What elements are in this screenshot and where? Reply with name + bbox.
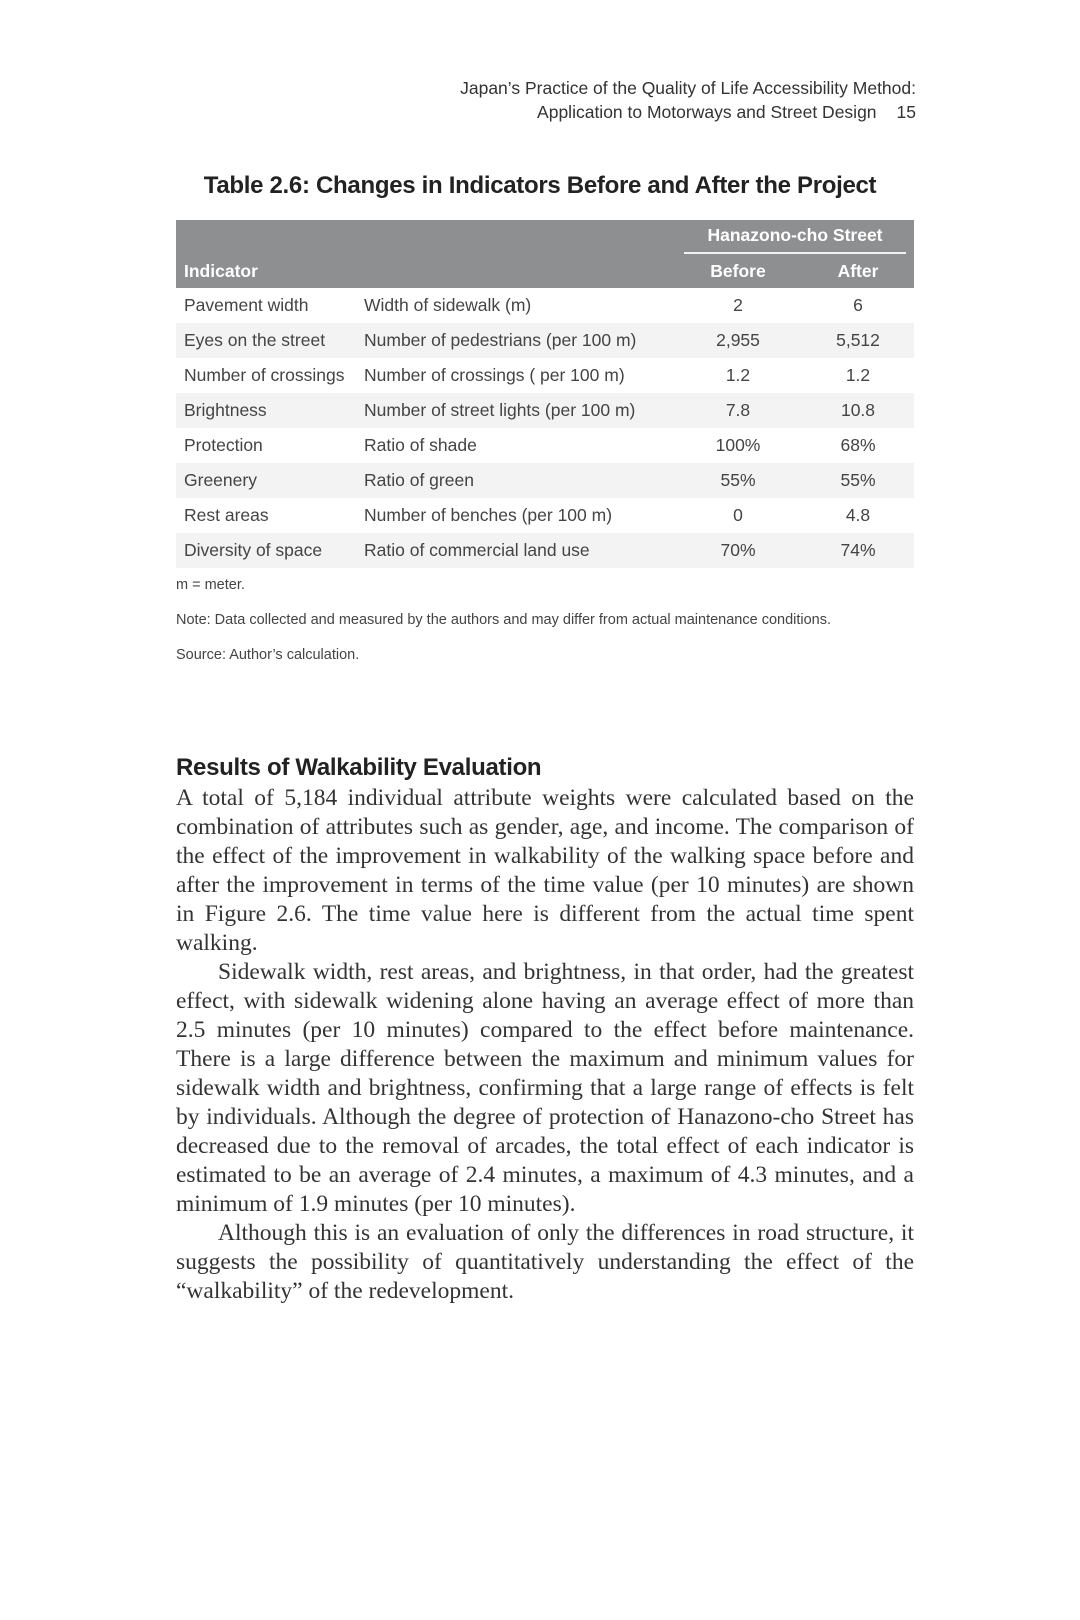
cell-measure: Number of benches (per 100 m): [364, 505, 613, 525]
source-note: Source: Author’s calculation.: [176, 647, 360, 663]
cell-after: 55%: [802, 463, 914, 498]
cell-after: 4.8: [845, 505, 871, 525]
table-row: [176, 498, 914, 533]
cell-indicator: Rest areas: [184, 505, 269, 525]
cell-measure: Number of street lights (per 100 m): [364, 393, 674, 428]
cell-after: 10.8: [802, 393, 914, 428]
cell-after: 68%: [840, 435, 876, 455]
cell-measure: Ratio of shade: [364, 435, 477, 455]
cell-measure: Number of crossings ( per 100 m): [364, 365, 625, 385]
header-after: After: [802, 254, 914, 288]
results-section: [176, 752, 914, 1306]
body-paragraph: A total of 5,184 individual attribute weights were calculated based on the combination of attributes such as gender, age, and income. The comparison of the effect of the improvement in walkability of the walking space before and after the improvement in terms of the time value (per 10 minutes) are shown in Figure 2.6. The time value here is different from the actual time spent walking.: [176, 785, 914, 956]
indicators-table: [176, 220, 914, 568]
header-spacer: [176, 220, 674, 254]
header-group-hanazono: Hanazono-cho Street: [674, 220, 914, 254]
table-notes: [176, 576, 831, 681]
cell-after: 6: [853, 295, 863, 315]
table-row: [176, 428, 914, 463]
cell-indicator: Protection: [184, 435, 263, 455]
table-row: [176, 533, 914, 568]
header-before: Before: [674, 254, 802, 288]
running-head: [460, 76, 916, 124]
body-paragraph: Although this is an evaluation of only the differences in road structure, it suggests the possibility of quantitatively understanding the effect of the “walkability” of the redevelopment.: [176, 1220, 914, 1304]
cell-before: 1.2: [725, 365, 751, 385]
cell-measure: Number of pedestrians (per 100 m): [364, 323, 674, 358]
cell-measure: Ratio of commercial land use: [364, 533, 674, 568]
cell-after: 74%: [802, 533, 914, 568]
section-heading: Results of Walkability Evaluation: [176, 754, 542, 781]
body-paragraph: Sidewalk width, rest areas, and brightness, in that order, had the greatest effect, with sidewalk widening alone having an average effect of more than 2.5 minutes (per 10 minutes) compared to the effect before maintenance. There is a large difference between the maximum and minimum values for sidewalk width and brightness, confirming that a large range of effects is felt by individuals. Although the degree of protection of Hanazono-cho Street has decreased due to the removal of arcades, the total effect of each indicator is estimated to be an average of 2.4 minutes, a maximum of 4.3 minutes, and a minimum of 1.9 minutes (per 10 minutes).: [176, 959, 914, 1217]
cell-before: 70%: [674, 533, 802, 568]
cell-after: 5,512: [802, 323, 914, 358]
abbreviation-note: m = meter.: [176, 577, 245, 593]
running-head-title-line2: Application to Motorways and Street Design: [537, 102, 877, 122]
table-title: Table 2.6: Changes in Indicators Before and After the Project: [203, 172, 877, 199]
table-row: [176, 358, 914, 393]
cell-before: 55%: [674, 463, 802, 498]
cell-before: 100%: [715, 435, 761, 455]
table-row: [176, 463, 914, 498]
cell-before: 2: [733, 295, 743, 315]
page-number: 15: [896, 102, 916, 122]
data-note: Note: Data collected and measured by the authors and may differ from actual maintenance conditions.: [176, 612, 832, 628]
table-row: [176, 393, 914, 428]
cell-before: 0: [733, 505, 743, 525]
table-row: [176, 323, 914, 358]
table-row: [176, 288, 914, 323]
running-head-title-line1: Japan’s Practice of the Quality of Life Accessibility Method:: [460, 78, 916, 98]
cell-indicator: Eyes on the street: [176, 323, 364, 358]
cell-measure: Width of sidewalk (m): [364, 295, 532, 315]
header-indicator: Indicator: [176, 254, 674, 288]
cell-indicator: Brightness: [176, 393, 364, 428]
cell-before: 7.8: [674, 393, 802, 428]
cell-indicator: Number of crossings: [184, 365, 345, 385]
cell-indicator: Greenery: [176, 463, 364, 498]
cell-indicator: Diversity of space: [176, 533, 364, 568]
cell-after: 1.2: [845, 365, 871, 385]
cell-before: 2,955: [674, 323, 802, 358]
cell-measure: Ratio of green: [364, 463, 674, 498]
cell-indicator: Pavement width: [184, 295, 309, 315]
